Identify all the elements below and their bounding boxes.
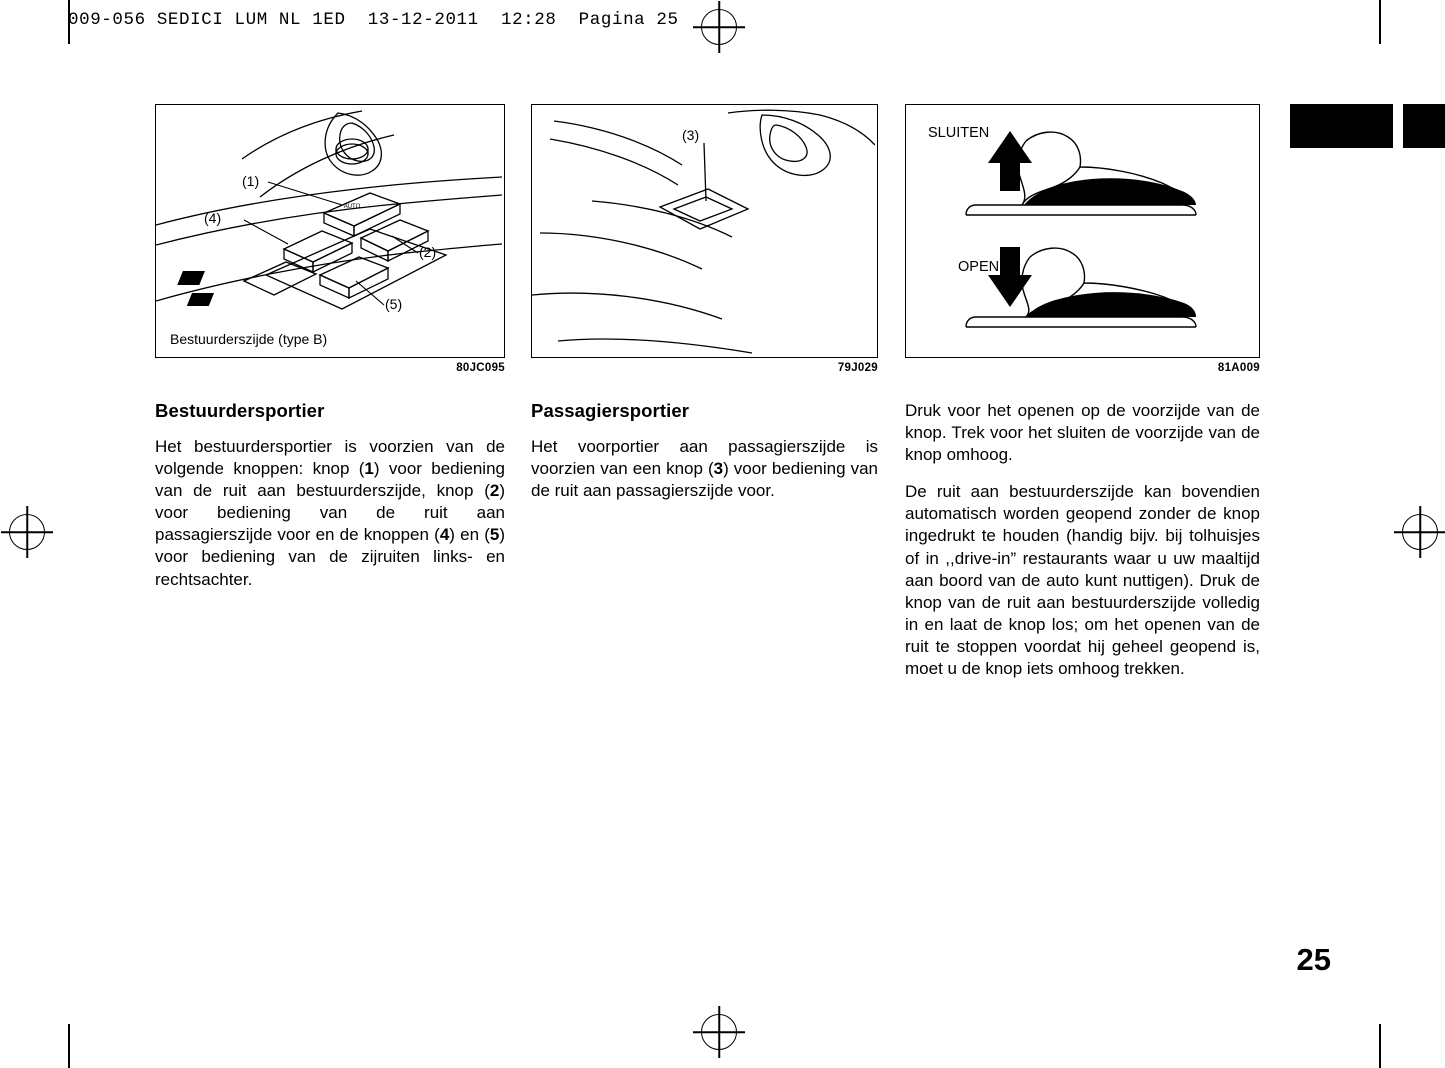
figure-driver-door-drawing <box>156 105 502 355</box>
figure-passenger-door-switch <box>531 104 878 358</box>
paragraph-auto-window-instruction: De ruit aan bestuurderszijde kan bovendien automatisch worden geopend zonder de knop ingedrukt te houden (handig bijv. bij tolhuisjes of in ,,drive-in” restaurants waar u uw maaltijd aan boord van de auto kunt nuttigen). Druk de knop van de ruit aan bestuurderszijde volledig in en laat de knop los; om het openen van de ruit te stoppen voordat hij geheel geopend is, moet u de knop iets omhoog trekken. <box>905 482 1260 679</box>
bold-part: 4 <box>439 525 450 545</box>
text-part: ) voor bediening van de zijruiten links- en rechtsachter. <box>155 525 505 589</box>
column-two <box>531 104 878 517</box>
registration-mark-right <box>1402 514 1438 550</box>
page-number: 25 <box>1296 942 1331 977</box>
bold-part: 3 <box>713 459 724 479</box>
text-part: Het bestuurdersportier is voorzien van de volgende knoppen: knop ( <box>155 437 505 479</box>
bold-part: 5 <box>489 525 500 545</box>
figure-switch-operation-drawing <box>906 105 1257 355</box>
text-part: ) voor bediening van de ruit aan bestuurderszijde, knop ( <box>155 459 505 501</box>
crop-mark-bottom-left <box>68 1024 70 1068</box>
figure-passenger-door-drawing <box>532 105 875 355</box>
bold-part: 2 <box>489 481 500 501</box>
svg-text:AUTO: AUTO <box>343 204 361 210</box>
bold-part: 1 <box>364 459 374 479</box>
paragraph-passagiersportier <box>531 436 878 502</box>
figure-code-80jc095: 80JC095 <box>456 362 505 374</box>
figure-label-sluiten: SLUITEN <box>928 125 990 141</box>
text-part: Het voorportier aan passagierszijde is voorzien van een knop ( <box>531 437 878 479</box>
section-heading-bestuurdersportier: Bestuurdersportier <box>155 400 325 421</box>
paragraph-bestuurdersportier <box>155 436 505 591</box>
registration-mark-left <box>9 514 45 550</box>
figure-callout-4: (4) <box>204 210 222 226</box>
text-part: ) en ( <box>449 525 490 545</box>
registration-mark-top <box>701 9 737 45</box>
print-header-code: 009-056 SEDICI LUM NL 1ED 13-12-2011 12:28 Pagina 25 <box>68 10 679 30</box>
figure-code-79j029: 79J029 <box>837 362 878 374</box>
figure-driver-door-switches <box>155 104 505 358</box>
column-three <box>905 104 1260 680</box>
text-part: ) voor bediening van de ruit aan passagierszijde voor en de knoppen ( <box>155 481 505 545</box>
figure-callout-1: (1) <box>242 173 260 189</box>
figure-label-openen: OPENEN <box>958 259 1020 275</box>
figure-callout-5: (5) <box>385 296 403 312</box>
figure-callout-2: (2) <box>419 244 437 260</box>
column-one <box>155 104 505 606</box>
text-part: ) voor bediening van de ruit aan passagierszijde voor. <box>531 459 878 501</box>
crop-mark-top-right <box>1379 0 1381 44</box>
figure-caption-driver-side: Bestuurderszijde (type B) <box>170 331 328 347</box>
figure-switch-operation <box>905 104 1260 358</box>
paragraph-open-close-instruction: Druk voor het openen op de voorzijde van de knop. Trek voor het sluiten de voorzijde van de knop omhoog. <box>905 401 1260 465</box>
section-heading-passagiersportier: Passagiersportier <box>531 400 690 421</box>
page-edge-tab-notch <box>1393 104 1403 148</box>
figure-callout-3: (3) <box>682 127 700 143</box>
figure-code-81a009: 81A009 <box>1217 362 1260 374</box>
registration-mark-bottom <box>701 1014 737 1050</box>
crop-mark-bottom-right <box>1379 1024 1381 1068</box>
page-edge-tab <box>1290 104 1445 148</box>
